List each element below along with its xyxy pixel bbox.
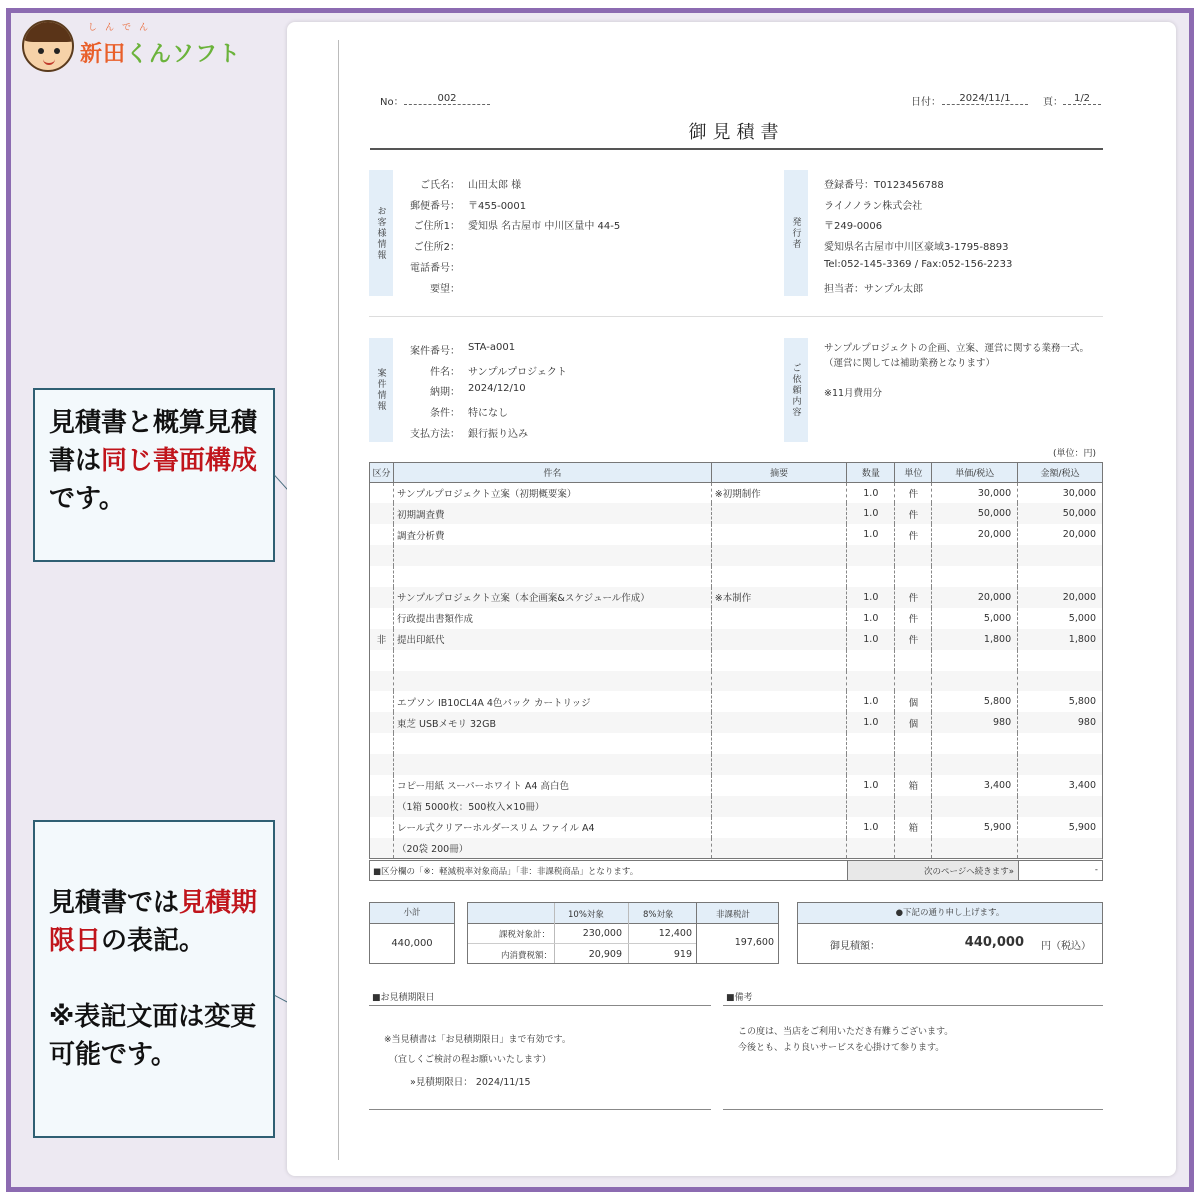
taxable-10: 230,000 (582, 928, 622, 939)
table-cell (847, 796, 895, 817)
remarks-title: ■備考 (726, 993, 753, 1003)
table-cell (711, 524, 847, 545)
table-cell: サンプルプロジェクト立案（本企画案&スケジュール作成） (393, 587, 711, 608)
document-title: 御見積書 (688, 122, 785, 143)
project-label: 支払方法： (410, 428, 460, 440)
brand-ruby: しんでん (88, 23, 157, 33)
tax-head-8: 8%対象 (643, 910, 674, 920)
table-cell (370, 817, 394, 838)
table-cell (370, 566, 394, 587)
table-cell (393, 733, 711, 754)
column-header: 数量 (847, 463, 895, 483)
table-cell (393, 671, 711, 692)
table-cell (932, 671, 1018, 692)
table-cell (932, 733, 1018, 754)
table-cell (711, 754, 847, 775)
table-cell (711, 545, 847, 566)
tax-amount-8: 919 (673, 949, 692, 960)
table-cell: 個 (895, 712, 932, 733)
column-header: 摘要 (711, 463, 847, 483)
table-cell (932, 545, 1018, 566)
table-cell (711, 733, 847, 754)
table-cell: （20袋 200冊） (393, 838, 711, 859)
table-cell (1018, 650, 1103, 671)
table-cell: 1.0 (847, 817, 895, 838)
table-cell (370, 838, 394, 859)
table-cell: 30,000 (932, 483, 1018, 504)
table-cell (370, 503, 394, 524)
category-note: ■区分欄の「※：軽減税率対象商品」「非：非課税商品」となります。 (373, 867, 639, 877)
no-label: No： (380, 97, 404, 108)
expiry-line-2: （宜しくご検討の程お願いいたします） (389, 1055, 552, 1065)
table-cell (932, 796, 1018, 817)
table-cell (895, 650, 932, 671)
customer-label: ご住所2： (413, 242, 460, 254)
table-row (370, 650, 1103, 671)
table-row (370, 691, 1103, 712)
table-row (370, 671, 1103, 692)
table-footer (369, 860, 1103, 881)
table-cell (370, 775, 394, 796)
table-cell: 5,000 (1018, 608, 1103, 629)
table-cell (370, 650, 394, 671)
project-value: STA-a001 (468, 342, 516, 353)
table-cell: 1.0 (847, 775, 895, 796)
table-cell: コピー用紙 スーパーホワイト A4 高白色 (393, 775, 711, 796)
column-header: 件名 (393, 463, 711, 483)
subtotal-box (369, 902, 455, 964)
table-cell (711, 712, 847, 733)
table-cell (847, 754, 895, 775)
margin-line (338, 40, 339, 1160)
table-cell (711, 566, 847, 587)
table-row (370, 712, 1103, 733)
table-cell: 980 (1018, 712, 1103, 733)
table-cell: 1.0 (847, 629, 895, 650)
table-cell (711, 796, 847, 817)
project-tab: 案件情報 (369, 338, 393, 442)
expiry-bottom-line (369, 1109, 711, 1110)
table-cell (895, 838, 932, 859)
project-value: 銀行振り込み (468, 428, 528, 440)
customer-label: 電話番号： (410, 262, 460, 274)
table-row (370, 566, 1103, 587)
customer-value: 愛知県 名古屋市 中川区量中 44-5 (468, 221, 621, 233)
table-cell (711, 775, 847, 796)
table-row (370, 838, 1103, 859)
table-cell: 件 (895, 503, 932, 524)
table-cell: 提出印紙代 (393, 629, 711, 650)
tax-head-10: 10%対象 (568, 910, 604, 920)
table-cell (711, 650, 847, 671)
table-cell (711, 691, 847, 712)
table-cell: 980 (932, 712, 1018, 733)
customer-label: 郵便番号： (410, 200, 460, 212)
request-tab: ご依頼内容 (784, 338, 808, 442)
table-cell (932, 838, 1018, 859)
table-row (370, 754, 1103, 775)
table-cell: 1,800 (932, 629, 1018, 650)
subtotal-value: 440,000 (391, 938, 433, 949)
table-cell (847, 566, 895, 587)
subtotal-label: 小計 (370, 903, 454, 924)
table-cell (370, 545, 394, 566)
title-underline (370, 148, 1103, 150)
table-cell: 30,000 (1018, 483, 1103, 504)
table-row (370, 545, 1103, 566)
customer-label: 要望： (430, 283, 460, 295)
table-cell: 箱 (895, 775, 932, 796)
table-cell (711, 817, 847, 838)
request-line: ※11月費用分 (824, 388, 883, 399)
project-value: サンプルプロジェクト (468, 366, 567, 378)
project-label: 件名： (430, 366, 460, 378)
table-cell (1018, 796, 1103, 817)
total-box (797, 902, 1103, 964)
issuer-line: 登録番号：T0123456788 (824, 180, 944, 191)
table-cell (895, 566, 932, 587)
table-cell (847, 671, 895, 692)
nontax-value: 197,600 (734, 937, 774, 948)
table-cell: 調査分析費 (393, 524, 711, 545)
remarks-line-1: この度は、当店をご利用いただき有難うございます。 (738, 1027, 954, 1037)
table-cell (711, 629, 847, 650)
table-cell: 東芝 USBメモリ 32GB (393, 712, 711, 733)
table-cell: 箱 (895, 817, 932, 838)
table-cell: 1,800 (1018, 629, 1103, 650)
table-cell (1018, 733, 1103, 754)
project-label: 案件番号： (410, 346, 460, 357)
table-row (370, 608, 1103, 629)
customer-value: 山田太郎 様 (468, 180, 522, 191)
table-cell (1018, 545, 1103, 566)
table-cell (711, 671, 847, 692)
request-line: （運営に関しては補助業務となります） (824, 358, 996, 369)
table-row (370, 775, 1103, 796)
page-label: 頁： (1043, 97, 1063, 108)
table-cell: 1.0 (847, 483, 895, 504)
table-cell: （1箱 5000枚：500枚入×10冊） (393, 796, 711, 817)
table-cell: 1.0 (847, 608, 895, 629)
brand-name: 新田くんソフト (80, 41, 242, 67)
table-cell (370, 796, 394, 817)
expiry-title: ■お見積期限日 (372, 993, 435, 1003)
table-cell (895, 796, 932, 817)
table-cell (847, 650, 895, 671)
table-cell (1018, 754, 1103, 775)
table-cell (370, 712, 394, 733)
table-cell (847, 733, 895, 754)
table-row (370, 587, 1103, 608)
table-cell (895, 733, 932, 754)
table-cell (370, 524, 394, 545)
customer-label: ご住所1： (413, 221, 460, 233)
table-cell: サンプルプロジェクト立案（初期概要案） (393, 483, 711, 504)
remarks-line (723, 1005, 1103, 1006)
table-cell: 5,000 (932, 608, 1018, 629)
table-cell (711, 838, 847, 859)
total-label: 御見積額： (830, 941, 880, 952)
table-cell (393, 754, 711, 775)
table-cell: 1.0 (847, 712, 895, 733)
request-line: サンプルプロジェクトの企画、立案、運営に関する業務一式。 (824, 343, 1089, 354)
project-label: 納期： (430, 387, 460, 399)
tax-box (467, 902, 779, 964)
expiry-line (369, 1005, 711, 1006)
customer-label: ご氏名： (420, 180, 460, 191)
page-value: 1/2 (1063, 93, 1101, 105)
table-cell (370, 754, 394, 775)
table-cell: 20,000 (1018, 587, 1103, 608)
project-value: 特になし (468, 408, 508, 420)
table-cell (370, 587, 394, 608)
table-cell (895, 754, 932, 775)
callout-expiry-date: 見積書では見積期限日の表記。 ※表記文面は変更可能です。 (33, 820, 275, 1138)
remarks-bottom-line (723, 1109, 1103, 1110)
table-cell: 20,000 (1018, 524, 1103, 545)
table-cell: 20,000 (932, 587, 1018, 608)
project-value: 2024/12/10 (468, 383, 526, 395)
table-cell (1018, 838, 1103, 859)
expiry-line-1: ※当見積書は「お見積期限日」まで有効です。 (384, 1035, 571, 1045)
taxable-8: 12,400 (658, 928, 692, 939)
table-row (370, 483, 1103, 504)
project-label: 条件： (430, 408, 460, 420)
callout-same-layout: 見積書と概算見積書は同じ書面構成です。 (33, 388, 275, 562)
issuer-line: 愛知県名古屋市中川区豪域3-1795-8893 (824, 242, 1009, 254)
issuer-line: 担当者：サンプル太郎 (824, 283, 924, 295)
table-row (370, 629, 1103, 650)
customer-tab: お客様情報 (369, 170, 393, 296)
table-cell (932, 566, 1018, 587)
callout-note: ※表記文面は変更可能です。 (49, 1002, 257, 1070)
table-cell: 非 (370, 629, 394, 650)
table-cell: 1.0 (847, 524, 895, 545)
table-cell (932, 754, 1018, 775)
table-cell (847, 545, 895, 566)
table-cell: 件 (895, 587, 932, 608)
table-row (370, 733, 1103, 754)
table-cell (393, 566, 711, 587)
table-cell: 件 (895, 524, 932, 545)
total-unit: 円（税込） (1041, 941, 1091, 952)
issuer-line: 〒249-0006 (824, 221, 883, 233)
table-cell: 20,000 (932, 524, 1018, 545)
column-header: 区分 (370, 463, 394, 483)
no-value: 002 (404, 93, 490, 105)
issuer-tab: 発行者 (784, 170, 808, 296)
table-cell (847, 838, 895, 859)
table-row (370, 524, 1103, 545)
table-cell: エプソン IB10CL4A 4色パック カートリッジ (393, 691, 711, 712)
table-cell (711, 503, 847, 524)
column-header: 金額/税込 (1018, 463, 1103, 483)
table-cell: 3,400 (932, 775, 1018, 796)
table-cell: レール式クリアーホルダースリム ファイル A4 (393, 817, 711, 838)
date-label: 日付： (911, 97, 941, 108)
divider (369, 316, 1103, 317)
table-cell (895, 545, 932, 566)
expiry-date: »見積期限日： 2024/11/15 (410, 1077, 531, 1088)
continue-note: 次のページへ続きます» (847, 861, 1019, 880)
tax-head-nontax: 非課税計 (716, 910, 751, 920)
issuer-line: ライノノラン株式会社 (824, 200, 923, 212)
table-cell: 50,000 (932, 503, 1018, 524)
table-cell: 5,800 (932, 691, 1018, 712)
total-head: ●下記の通り申し上げます。 (798, 903, 1102, 924)
table-row (370, 796, 1103, 817)
table-cell: 件 (895, 608, 932, 629)
table-cell (370, 483, 394, 504)
table-cell (932, 650, 1018, 671)
table-cell (895, 671, 932, 692)
column-header: 単位 (895, 463, 932, 483)
table-cell: ※初期制作 (711, 483, 847, 504)
table-cell (370, 671, 394, 692)
table-cell: 5,900 (1018, 817, 1103, 838)
table-row (370, 503, 1103, 524)
table-cell: 1.0 (847, 587, 895, 608)
table-cell: 50,000 (1018, 503, 1103, 524)
table-cell: 5,900 (932, 817, 1018, 838)
tax-amount-10: 20,909 (588, 949, 622, 960)
table-cell: 1.0 (847, 691, 895, 712)
remarks-line-2: 今後とも、より良いサービスを心掛けて参ります。 (738, 1043, 945, 1053)
table-cell (711, 608, 847, 629)
column-header: 単価/税込 (932, 463, 1018, 483)
table-cell (393, 545, 711, 566)
taxable-label: 課税対象計： (498, 930, 550, 940)
table-cell (370, 733, 394, 754)
table-cell (1018, 671, 1103, 692)
table-cell: 件 (895, 483, 932, 504)
table-row (370, 817, 1103, 838)
table-cell (1018, 566, 1103, 587)
table-cell: 行政提出書類作成 (393, 608, 711, 629)
table-cell (370, 608, 394, 629)
tax-amount-label: 内消費税額： (500, 951, 552, 961)
table-cell (393, 650, 711, 671)
table-cell: 5,800 (1018, 691, 1103, 712)
table-cell (370, 691, 394, 712)
footer-dash: - (1094, 865, 1098, 875)
table-cell: 1.0 (847, 503, 895, 524)
table-cell: 初期調査費 (393, 503, 711, 524)
table-cell: 件 (895, 629, 932, 650)
issuer-line: Tel:052-145-3369 / Fax:052-156-2233 (824, 258, 1013, 270)
table-cell: 個 (895, 691, 932, 712)
table-cell: ※本制作 (711, 587, 847, 608)
unit-note: (単位：円) (1053, 449, 1097, 459)
items-table (369, 462, 1103, 859)
customer-value: 〒455-0001 (468, 200, 527, 212)
mascot-face-icon (22, 20, 74, 72)
date-value: 2024/11/1 (942, 93, 1028, 105)
total-value: 440,000 (964, 935, 1024, 950)
table-cell: 3,400 (1018, 775, 1103, 796)
